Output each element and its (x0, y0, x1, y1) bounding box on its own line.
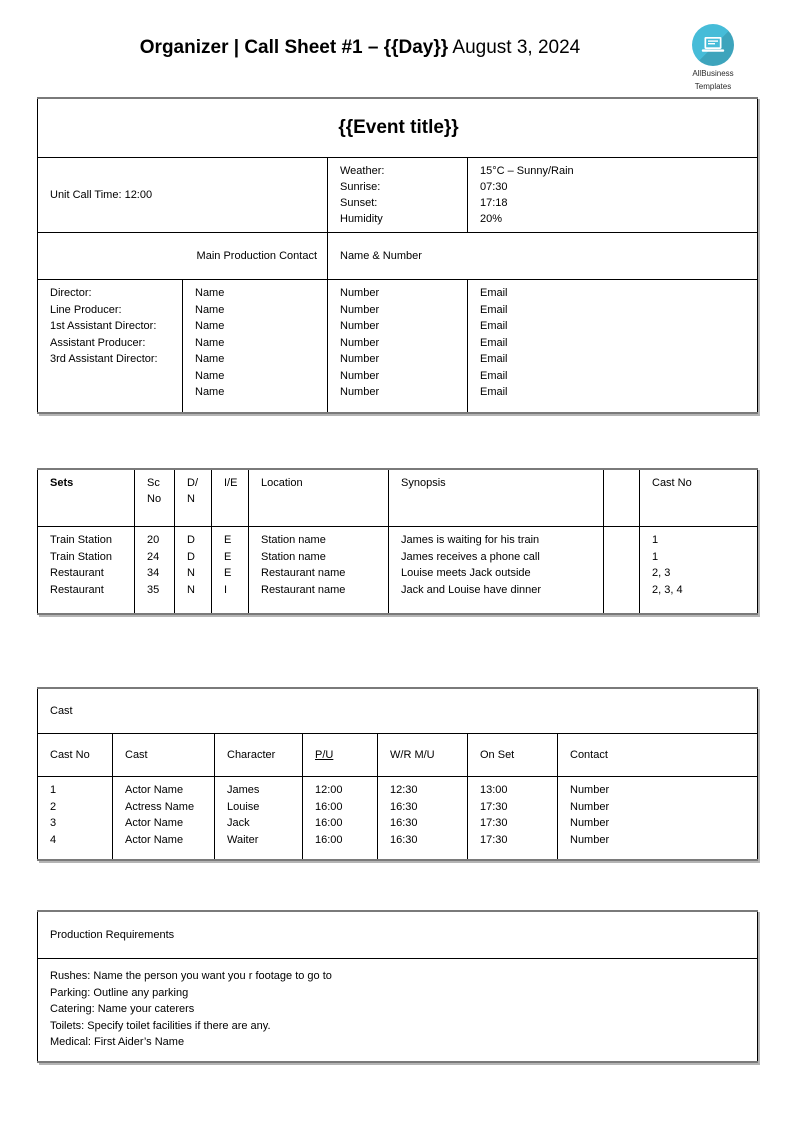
table-row-cell: Actor Name (125, 833, 184, 846)
weather-label: Weather: (340, 165, 385, 177)
laptop-icon (701, 35, 725, 55)
cast-header-pu[interactable] (303, 734, 378, 777)
crew-name: Name (195, 386, 225, 398)
cast-header-row (38, 734, 758, 777)
logo-brand-line1: AllBusiness (692, 69, 734, 78)
table-row-cell: 16:30 (390, 817, 418, 829)
crew-email: Email (480, 303, 508, 316)
crew-name: Name (195, 369, 225, 382)
table-row-cell: Restaurant (50, 583, 104, 596)
sets-col-synopsis (389, 527, 604, 615)
table-row-cell: Number (570, 800, 610, 813)
cast-header-onset: On Set (468, 734, 558, 777)
table-row-cell: 12:30 (390, 784, 418, 796)
table-row-cell: 4 (50, 833, 57, 846)
requirement-line: Toilets: Specify toilet facilities if there are any. (50, 1019, 271, 1032)
crew-number: Number (340, 320, 380, 332)
table-row-cell: 24 (147, 550, 160, 563)
production-info-table (37, 97, 758, 414)
table-row-cell: 20 (147, 534, 160, 546)
table-row-cell: 35 (147, 583, 160, 596)
table-row-cell: Restaurant name (261, 567, 346, 579)
crew-role: Line Producer: (50, 303, 122, 316)
table-row-cell: James receives a phone call (401, 550, 540, 563)
sets-header-dn (175, 469, 212, 527)
sets-header-scno (135, 469, 175, 527)
crew-email: Email (480, 320, 508, 332)
crew-numbers-cell (328, 280, 468, 414)
table-row-cell: 16:30 (390, 800, 418, 813)
table-row-cell: Jack and Louise have dinner (401, 583, 542, 596)
sets-header-location: Location (249, 469, 389, 527)
sets-header-dn-line1: D/ (187, 477, 198, 489)
cast-col-contact (558, 777, 758, 861)
table-row-cell: Number (570, 833, 610, 846)
cast-col-onset (468, 777, 558, 861)
sunset-value: 17:18 (480, 197, 508, 209)
sets-header-sets-label: Sets (50, 477, 74, 489)
table-row-cell: N (187, 567, 195, 579)
crew-role: 1st Assistant Director: (50, 320, 157, 332)
cast-section-title: Cast (38, 688, 758, 734)
table-row-cell: Actor Name (125, 817, 184, 829)
crew-name: Name (195, 303, 225, 316)
sets-col-castno (640, 527, 758, 615)
sets-header-sets (38, 469, 135, 527)
crew-emails-cell (468, 280, 758, 414)
crew-role: 3rd Assistant Director: (50, 353, 158, 365)
production-requirements-table (37, 910, 758, 1063)
logo-circle (692, 24, 734, 66)
table-row-cell: Actor Name (125, 784, 184, 796)
sunset-label: Sunset: (340, 197, 378, 209)
table-row-cell: Station name (261, 550, 326, 563)
page-title-date: August 3, 2024 (448, 37, 581, 58)
table-row-cell: Waiter (227, 833, 259, 846)
table-row-cell: E (224, 550, 232, 563)
requirement-line: Rushes: Name the person you want you r footage to go to (50, 970, 332, 982)
cast-header-cast: Cast (113, 734, 215, 777)
crew-number: Number (340, 303, 380, 316)
table-row-cell: 2, 3, 4 (652, 583, 683, 596)
table-row-cell: Restaurant (50, 567, 104, 579)
cast-col-cast (113, 777, 215, 861)
crew-roles-cell (38, 280, 183, 414)
crew-role (50, 384, 172, 401)
sets-header-synopsis: Synopsis (389, 469, 604, 527)
logo-brand-line2: Templates (694, 82, 732, 91)
cast-header-wrmu: W/R M/U (378, 734, 468, 777)
main-production-contact-value: Name & Number (328, 233, 758, 280)
table-row-cell: Restaurant name (261, 583, 346, 596)
requirement-line: Catering: Name your caterers (50, 1003, 195, 1015)
crew-role: Director: (50, 287, 92, 299)
table-row-cell: 17:30 (480, 817, 508, 829)
table-row-cell: N (187, 583, 195, 596)
crew-contacts-row (38, 280, 758, 414)
table-row-cell: I (224, 583, 228, 596)
sets-header-ie: I/E (212, 469, 249, 527)
cast-body-row (38, 777, 758, 861)
crew-email: Email (480, 353, 508, 365)
table-row-cell: Train Station (50, 550, 112, 563)
sets-header-blank (604, 469, 640, 527)
weather-labels-cell (328, 158, 468, 233)
event-title-row (38, 98, 758, 158)
cast-header-castno: Cast No (38, 734, 113, 777)
table-row-cell: 34 (147, 567, 160, 579)
sets-col-set (38, 527, 135, 615)
main-production-contact-label: Main Production Contact (38, 233, 328, 280)
table-row-cell: Jack (227, 817, 250, 829)
cast-col-wrmu (378, 777, 468, 861)
table-row-cell: 1 (652, 550, 659, 563)
crew-name: Name (195, 287, 225, 299)
table-row-cell: Station name (261, 534, 326, 546)
crew-name: Name (195, 336, 225, 349)
crew-name: Name (195, 353, 225, 365)
sets-header-dn-line2: N (187, 493, 195, 505)
main-production-contact-row (38, 233, 758, 280)
crew-email: Email (480, 386, 508, 398)
sets-header-castno: Cast No (640, 469, 758, 527)
page-title (60, 36, 660, 60)
table-row-cell: Number (570, 784, 610, 796)
table-row-cell: 16:00 (315, 833, 343, 846)
table-row-cell: Louise (227, 800, 260, 813)
crew-name: Name (195, 320, 225, 332)
sunrise-label: Sunrise: (340, 181, 381, 193)
table-row-cell: D (187, 550, 195, 563)
crew-role: Assistant Producer: (50, 336, 146, 349)
table-row-cell: D (187, 534, 195, 546)
sets-col-scno (135, 527, 175, 615)
cast-col-character (215, 777, 303, 861)
production-requirements-title-row (38, 911, 758, 959)
weather-value: 15°C – Sunny/Rain (480, 165, 574, 177)
table-row-cell: E (224, 567, 232, 579)
sets-header-scno-line1: Sc (147, 477, 160, 489)
cast-col-castno (38, 777, 113, 861)
cast-header-character: Character (215, 734, 303, 777)
table-row-cell: Actress Name (125, 800, 195, 813)
document-header (0, 0, 793, 96)
table-row-cell: James is waiting for his train (401, 534, 540, 546)
table-row-cell: Train Station (50, 534, 112, 546)
table-row-cell (616, 532, 629, 549)
event-title-text: {{Event title}} (338, 117, 459, 138)
requirement-line: Medical: First Aider’s Name (50, 1036, 185, 1048)
requirement-line: Parking: Outline any parking (50, 986, 189, 999)
brand-logo (684, 24, 742, 92)
table-row-cell: 12:00 (315, 784, 343, 796)
humidity-label: Humidity (340, 213, 383, 225)
table-row-cell: 16:00 (315, 800, 343, 813)
crew-number: Number (340, 353, 380, 365)
production-requirements-body (38, 959, 758, 1063)
sets-body-row (38, 527, 758, 615)
crew-email: Email (480, 336, 508, 349)
crew-email: Email (480, 369, 508, 382)
crew-names-cell (183, 280, 328, 414)
cast-header-pu-link[interactable]: P/U (315, 749, 334, 761)
page-title-bold: Organizer | Call Sheet #1 – {{Day}} (139, 37, 449, 58)
crew-number: Number (340, 336, 380, 349)
production-requirements-body-row (38, 959, 758, 1063)
crew-number: Number (340, 287, 380, 299)
production-requirements-title: Production Requirements (38, 911, 758, 959)
table-row-cell: Number (570, 817, 610, 829)
crew-role (50, 368, 172, 385)
sets-col-ie (212, 527, 249, 615)
unit-call-time-cell: Unit Call Time: 12:00 (38, 158, 328, 233)
table-row-cell: 16:30 (390, 833, 418, 846)
table-row-cell: 17:30 (480, 833, 508, 846)
humidity-value: 20% (480, 213, 503, 225)
cast-header-contact: Contact (558, 734, 758, 777)
table-row-cell: 2, 3 (652, 567, 671, 579)
crew-number: Number (340, 386, 380, 398)
event-title-cell (38, 98, 758, 158)
weather-values-cell (468, 158, 758, 233)
crew-number: Number (340, 369, 380, 382)
cast-col-pu (303, 777, 378, 861)
sets-col-dn (175, 527, 212, 615)
table-row-cell: 17:30 (480, 800, 508, 813)
table-row-cell: E (224, 534, 232, 546)
sets-table (37, 468, 758, 615)
sets-col-blank (604, 527, 640, 615)
unit-call-weather-row (38, 158, 758, 233)
crew-email: Email (480, 287, 508, 299)
table-row-cell: 1 (652, 534, 659, 546)
cast-section-title-row (38, 688, 758, 734)
sunrise-value: 07:30 (480, 181, 508, 193)
sets-col-location (249, 527, 389, 615)
table-row-cell: 13:00 (480, 784, 508, 796)
table-row-cell: 3 (50, 817, 57, 829)
sets-header-row (38, 469, 758, 527)
table-row-cell: James (227, 784, 260, 796)
cast-table (37, 687, 758, 861)
table-row-cell: 16:00 (315, 817, 343, 829)
table-row-cell: 1 (50, 784, 57, 796)
table-row-cell: 2 (50, 800, 57, 813)
table-row-cell: Louise meets Jack outside (401, 567, 531, 579)
sets-header-scno-line2: No (147, 493, 162, 505)
